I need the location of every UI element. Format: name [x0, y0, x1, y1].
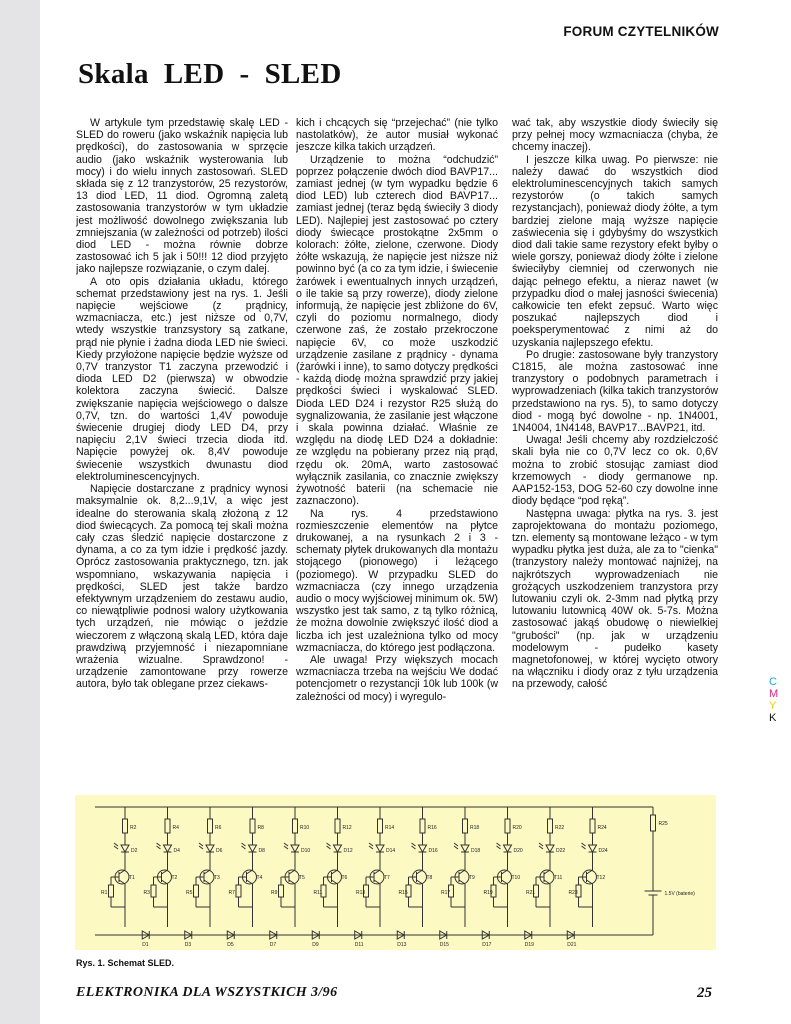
resistor [463, 819, 468, 833]
led-arrow [242, 846, 246, 849]
led-arrow [497, 843, 501, 846]
resistor [151, 885, 156, 897]
resistor [505, 819, 510, 833]
paragraph: kich i chcących się “przejechać” (nie tylko nastolatków), że autor musiał wykonać jeszcze kilka takich urządzeń. [296, 117, 498, 154]
schematic-diagram [75, 795, 716, 950]
led-arrow [157, 846, 161, 849]
resistor-label: R2 [130, 825, 137, 831]
led-symbol [291, 845, 299, 852]
resistor [651, 815, 656, 831]
resistor-label: R24 [597, 825, 607, 831]
resistor-label: R14 [385, 825, 395, 831]
diode-label: D21 [567, 942, 577, 948]
paragraph: Na rys. 4 przedstawiono rozmieszczenie elementów na płytce drukowanej, a na rysunkach 2 i 3 - schematy płytek drukowanych dla montażu stojącego (pionowego) i leżącego (poziomego). W przypadku SLED do wzmacniacza (czy innego urządzenia audio o mocy wyjściowej minimum ok. 5W) wszystko jest tak samo, z tą tylko różnicą, że można dowolnie zwiększyć ilość diod a liczba ich jest uzależniona tylko od mocy wzmacniacza, do którego jest podłączona. [296, 507, 498, 654]
page-number: 25 [697, 985, 712, 1001]
resistor [335, 819, 340, 833]
led-arrow [284, 846, 288, 849]
led-arrow [497, 846, 501, 849]
diode-label: D7 [269, 942, 277, 948]
led-arrow [284, 843, 288, 846]
resistor-label: R21 [526, 890, 536, 896]
resistor-label: R20 [512, 825, 522, 831]
led-label: D2 [131, 848, 138, 854]
led-arrow [199, 843, 203, 846]
resistor [208, 819, 213, 833]
resistor-label: R6 [215, 825, 222, 831]
led-symbol [121, 845, 129, 852]
led-arrow [114, 846, 118, 849]
resistor [194, 885, 199, 897]
article-title: Skala LED - SLED [78, 58, 342, 90]
resistor [250, 819, 255, 833]
diode-label: D17 [482, 942, 492, 948]
cmyk-m: M [769, 688, 779, 700]
diode-label: D3 [184, 942, 192, 948]
resistor-label: R4 [172, 825, 179, 831]
transistor-label: T11 [554, 875, 563, 881]
paragraph: Po drugie: zastosowane były tranzystory C1815, ale można zastosować inne tranzystory o podobnych parametrach i wyprowadzeniach (kilka takich tranzystorów przedstawiono na rys. 5), to samo dotyczy diod - mogą być dowolne - np. 1N4001, 1N4004, 1N4148, BAVP17...BAVP21, itd. [512, 348, 718, 435]
magazine-footer: ELEKTRONIKA DLA WSZYSTKICH 3/96 [76, 985, 338, 1000]
led-arrow [369, 843, 373, 846]
led-symbol [546, 845, 554, 852]
paragraph: Napięcie dostarczane z prądnicy wynosi maksymalnie ok. 8,2...9,1V, a więc jest idealne do sterowania skalą złożoną z 12 diod świecących. Za pomocą tej skali można cały czas śledzić napięcie dostarczone z dynama, a co za tym idzie i prędkość jazdy. Oprócz zastosowania praktycznego, tzn. jak wspomniano, wskazywania napięcia i prędkości, SLED jest także bardzo efektywnym urządzeniem do zestawu audio, co niewątpliwie podnosi walory użytkowania tych urządzeń, nie mówiąc o jeździe wieczorem z włączoną skalą LED, która daje prawdziwą przyjemność i niezapomniane wrażenia wizualne. Sprawdzono! - urządzenie zamontowane przy rowerze autora, było tak oblegane przez ciekaws- [76, 483, 288, 691]
resistor [590, 819, 595, 833]
cmyk-y: Y [769, 700, 777, 712]
resistor-label: R13 [356, 890, 366, 896]
resistor-label: R19 [483, 890, 493, 896]
transistor-label: T7 [384, 875, 390, 881]
led-label: D12 [343, 848, 353, 854]
diode-label: D15 [439, 942, 449, 948]
led-arrow [582, 846, 586, 849]
resistor-label: R16 [427, 825, 437, 831]
led-arrow [157, 843, 161, 846]
transistor-label: T4 [256, 875, 263, 881]
led-label: D8 [258, 848, 265, 854]
led-label: D22 [556, 848, 566, 854]
led-arrow [539, 843, 543, 846]
transistor-label: T1 [129, 875, 135, 881]
diode-label: D1 [142, 942, 149, 948]
led-label: D10 [301, 848, 311, 854]
led-arrow [454, 843, 458, 846]
resistor [293, 819, 298, 833]
led-arrow [412, 846, 416, 849]
led-label: D4 [173, 848, 180, 854]
paragraph: A oto opis działania układu, którego schemat przedstawiony jest na rys. 1. Jeśli napięcie wejściowe (z prądnicy, wzmacniacza, etc.) jest niższe od 0,7V, wtedy wszystkie tranzsystory są zatkane, prąd nie płynie i żadna dioda LED nie świeci. Kiedy przyłożone napięcie będzie wyższe od 0,7V tranzystor T1 zaczyna przewodzić i dioda LED D2 (pierwsza) w obwodzie kolektora zaczyna świecić. Dalsze zwiększanie napięcia wejściowego o dalsze 0,7V, tzn. do wartości 1,4V powoduje świecenie drugiej diody LED D4, przy napięciu 2,1V świeci trzecia dioda itd. Napięcie powyżej ok. 8,4V powoduje świecenie wszystkich dwunastu diod elektroluminescencyjnych. [76, 275, 288, 483]
led-arrow [454, 846, 458, 849]
transistor-label: T8 [426, 875, 433, 881]
paragraph: wać tak, aby wszystkie diody świeciły się przy pełnej mocy wzmacniacza (chyba, że chcemy inaczej). [512, 117, 718, 154]
paragraph: Urządzenie to można “odchudzić” poprzez połączenie dwóch diod BAVP17... zamiast jednej (w tym wypadku będzie 6 diod LED) lub czterech diod BAVP17... zamiast jednej (teraz będą świeciły 3 diody LED). Najlepiej jest zastosować po cztery diody świecące prostokątne 2x5mm o kolorach: żółte, zielone, czerwone. Diody żółte wskazują, że napięcie jest niższe niż powinno być (a co za tym idzie, i świecenie żarówek i ewentualnych innych urządzeń, o ile takie są przy rowerze), diody zielone informują, że napięcie jest zbliżone do 6V, czyli do poziomu normalnego, diody czerwone zaś, że zostało przekroczone napięcie 6V, co może uszkodzić urządzenie zasilane z prądnicy - dynama (żarówki i inne), to samo dotyczy prędkości - każdą diodę można sprawdzić przy jakiej prędkości świeci i wyskalować SLED. Dioda LED D24 i rezystor R25 służą do sygnalizowania, że zasilanie jest włączone i skala powinna działać. Właśnie ze względu na diodę LED D24 a dokładnie: ze względu na pobierany przez nią prąd, rzędu ok. 20mA, warto zastosować wyłącznik zasilania, co znacznie zwiększy żywotność baterii (na schemacie nie zaznaczono). [296, 153, 498, 508]
paragraph: Następna uwaga: płytka na rys. 3. jest zaprojektowana do montażu poziomego, tzn. elementy są montowane leżąco - w tym wypadku płytka jest duża, ale za to "cienka" (tranzystory należy montować najniżej, na najkrótszych wyprowadzeniach nie grożących uszkodzeniem tranzystora przy lutowaniu czyli ok. 2-3mm nad płytką przy lutowaniu lutownicą 40W ok. 5-7s. Można zastosować jakąś obudowę o niewielkiej "grubości" (np. jak w urządzeniu modelowym - pudełko kasety magnetofonowej, w której wycięto otwory na włączniku i diody oraz z tyłu urządzenia na przewody, całość [512, 507, 718, 691]
transistor-label: T3 [214, 875, 220, 881]
resistor-label: R15 [398, 890, 408, 896]
led-label: D18 [471, 848, 481, 854]
resistor-label: R3 [143, 890, 150, 896]
led-arrow [114, 843, 118, 846]
led-symbol [504, 845, 512, 852]
resistor-label: R10 [300, 825, 310, 831]
resistor [548, 819, 553, 833]
figure-caption: Rys. 1. Schemat SLED. [76, 958, 175, 968]
led-symbol [419, 845, 427, 852]
diode-label: D13 [397, 942, 407, 948]
resistor-label: R12 [342, 825, 352, 831]
paragraph: Ale uwaga! Przy większych mocach wzmacniacza trzeba na wejściu We dodać potencjometr o rezystancji 10k lub 100k (w zależności od mocy) i wyregulo- [296, 653, 498, 703]
led-arrow [539, 846, 543, 849]
paragraph: Uwaga! Jeśli chcemy aby rozdzielczość skali była nie co 0,7V lecz co ok. 0,6V można to zrobić stosując zamiast diod krzemowych - diody germanowe np. AAP152-153, DOG 52-60 czy dowolne inne diody będące “pod ręką”. [512, 434, 718, 508]
supply-label: 1.5V (baterie) [664, 891, 695, 897]
led-symbol [461, 845, 469, 852]
resistor [236, 885, 241, 897]
resistor [165, 819, 170, 833]
led-arrow [582, 843, 586, 846]
resistor-label: R17 [441, 890, 451, 896]
schematic-figure [75, 795, 716, 950]
led-symbol [249, 845, 257, 852]
diode-label: D11 [354, 942, 364, 948]
led-label: D14 [386, 848, 396, 854]
led-label: D24 [598, 848, 608, 854]
transistor-label: T10 [511, 875, 521, 881]
resistor [279, 885, 284, 897]
paragraph: I jeszcze kilka uwag. Po pierwsze: nie należy dawać do wszystkich diod elektroluminescencyjnych takich samych rezystorów (o takich samych rezystancjach), ponieważ diody żółte, a tym bardziej zielone mają wyższe napięcie zaświecenia się i gdybyśmy do wszystkich diod dali takie same rezystory efekt byłby o wiele gorszy, ponieważ diody żółte i zielone świeciłyby ciemniej od czerwonych nie dając pełnego efektu, a nieraz nawet (w przypadku diod o małej jasności świecenia) całkowicie ten efekt zepsuć. Warto więc poszukać najlepszych diod i poeksperymentować z nimi aż do uzyskania najlepszego efektu. [512, 153, 718, 349]
led-arrow [242, 843, 246, 846]
resistor-label: R5 [186, 890, 193, 896]
led-label: D6 [216, 848, 223, 854]
led-label: D20 [513, 848, 523, 854]
transistor-label: T6 [341, 875, 348, 881]
resistor [123, 819, 128, 833]
resistor [109, 885, 114, 897]
resistor-label: R18 [470, 825, 480, 831]
resistor-label: R1 [101, 890, 108, 896]
diode-label: D5 [227, 942, 234, 948]
led-arrow [327, 846, 331, 849]
text-column-3 [512, 117, 718, 781]
led-arrow [327, 843, 331, 846]
led-arrow [412, 843, 416, 846]
page-margin-bar [0, 0, 40, 1024]
resistor-label: R8 [257, 825, 264, 831]
cmyk-registration [769, 676, 778, 724]
text-column-2 [296, 117, 498, 781]
resistor [378, 819, 383, 833]
resistor-label: R22 [555, 825, 565, 831]
led-arrow [199, 846, 203, 849]
led-arrow [369, 846, 373, 849]
section-header: FORUM CZYTELNIKÓW [563, 24, 719, 39]
transistor-label: T5 [299, 875, 305, 881]
resistor-label: R23 [568, 890, 578, 896]
text-column-1 [76, 117, 288, 781]
transistor-label: T2 [171, 875, 178, 881]
led-symbol [206, 845, 214, 852]
resistor-label: R11 [313, 890, 323, 896]
resistor-label: R7 [228, 890, 235, 896]
led-symbol [589, 845, 597, 852]
resistor-label: R9 [271, 890, 278, 896]
paragraph: W artykule tym przedstawię skalę LED - SLED do roweru (jako wskaźnik napięcia lub prędkości), do zastosowania w sprzęcie audio (jako wskaźnik wysterowania lub mocy) i do wielu innych zastosowań. SLED składa się z 12 tranzystorów, 25 rezystorów, 13 diod LED, 11 diod. Ogromną zaletą zastosowania tranzystorów w tym układzie jest możliwość dowolnego zwiększania lub zmniejszania (w zależności od potrzeb) ilości diod LED - można równie dobrze zastosować ich 5 jak i 50!!! 12 diod przyjęto jako najlepsze rozwiązanie, o czym dalej. [76, 117, 288, 276]
diode-label: D9 [312, 942, 319, 948]
led-label: D16 [428, 848, 438, 854]
transistor-label: T12 [596, 875, 606, 881]
cmyk-c: C [769, 676, 777, 688]
led-symbol [164, 845, 172, 852]
diode-label: D19 [524, 942, 534, 948]
cmyk-k: K [769, 712, 777, 724]
transistor-label: T9 [469, 875, 475, 881]
led-symbol [376, 845, 384, 852]
resistor [420, 819, 425, 833]
resistor-label: R25 [658, 821, 668, 827]
led-symbol [334, 845, 342, 852]
